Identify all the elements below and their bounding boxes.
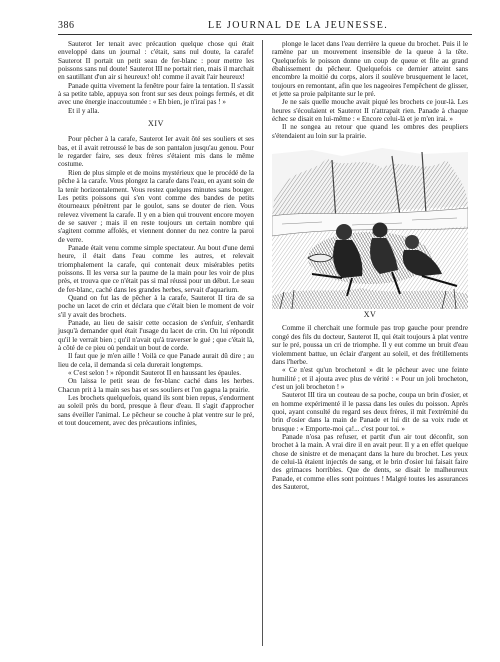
section-heading: XIV — [147, 119, 165, 129]
paragraph: Panade était venu comme simple spectateur. Au bout d'une demi heure, il était dans l'eau comme les autres, et relevait triomphalement la carafe, qui contenait deux misérables petits poissons. Il les versa sur la paume de la main pour les voir de plus près, et trouva que ce n'était pas si mal réussi pour un début. Le seau de fer-blanc, caché dans les grandes herbes, servait d'aquarium. — [58, 243, 254, 294]
page-header — [58, 20, 472, 35]
paragraph: Il ne songea au retour que quand les ombres des peupliers s'étendaient au loin sur la prairie. — [272, 123, 468, 140]
paragraph: Rien de plus simple et de moins mystérieux que le procédé de la pêche à la carafe. Vous plongez la carafe dans l'eau, en ayant soin de la tenir horizontalement. Vous restez quelques minutes sans bouger. Les petits poissons qui s'en vont comme des bandes de petits étourneaux pénètrent par le goulot, sans se douter de rien. Vous relevez vivement la carafe. Il y en a bien qui trouvent encore moyen de se sauver ; mais il en reste toujours un certain nombre qui s'agitent comme affolés, et viennent donner du nez contre la paroi de verre. — [58, 168, 254, 244]
left-column — [58, 40, 254, 427]
paragraph: « C'est selon ! » répondit Sauterot II en haussant les épaules. — [68, 369, 242, 378]
paragraph: Sauterot Ier tenait avec précaution quelque chose qui était enveloppé dans un journal : c'était, sans nul doute, la carafe! Sauterot II portait un petit seau de fer-blanc : pour mettre les poissons sans nul doute! Sauterot III ne portait rien, mais il marchait en sautillant d'un air si heureux! oh! comme il avait l'air heureux! — [58, 40, 254, 82]
paragraph: Comme il cherchait une formule pas trop gauche pour prendre congé des fils du docteur, Sauterot II, qui était toujours à plat ventre sur le pré, poussa un cri de triomphe. Il y eut comme un bruit d'eau violemment battue, un éclair d'argent au soleil, et des frétillements dans l'herbe. — [272, 324, 468, 366]
column-divider — [262, 40, 263, 646]
paragraph: Et il y alla. — [68, 106, 100, 115]
paragraph: « Ce n'est qu'un brochetonl » dit le pêcheur avec une feinte humilité ; et il ajouta avec plus de vérité : « Pour un joli brocheton, c'est un joli brocheton ! » — [272, 366, 468, 391]
page-number: 386 — [58, 20, 75, 31]
paragraph: plonge le lacet dans l'eau derrière la queue du brochet. Puis il le ramène par un mouvement insensible de la queue à la tête. Quelquefois le poisson donne un coup de queue et file au grand ébahissement du pêcheur. Quelquefois ce dernier atteint sans encombre la moitié du corps, alors il soulève brusquement le lacet, toujours en remontant, afin que les nageoires l'empêchent de glisser, et jette sa proie palpitante sur le pré. — [272, 40, 468, 99]
paragraph: Les brochets quelquefois, quand ils sont bien repus, s'endorment au soleil près du bord, presque à fleur d'eau. Il s'agit d'approcher sans éveiller l'animal. Le pêcheur se couche à plat ventre sur le pré, et tout doucement, avec des précautions infinies, — [58, 394, 254, 428]
engraving-svg — [272, 146, 468, 309]
illustration-label: XV — [363, 310, 377, 320]
paragraph: Quand on fut las de pêcher à la carafe, Sauterot II tira de sa poche un lacet de crin et déclara que c'était bien le moment de voir s'il y avait des brochets. — [58, 293, 254, 319]
running-title: LE JOURNAL DE LA JEUNESSE. — [208, 20, 389, 31]
paragraph: Je ne sais quelle mouche avait piqué les brochets ce jour-là. Les heures s'écoulaient et Sauterot II n'attrapait rien. Panade à chaque échec se disait en lui-même : « Encore celui-là et je m'en irai. » — [272, 98, 468, 124]
right-column — [272, 40, 468, 491]
paragraph: Sauterot III tira un couteau de sa poche, coupa un brin d'osier, et en homme expérimenté il le passa dans les ouïes du poisson. Après quoi, ayant consulté du regard ses deux frères, il mit l'extrémité du brin d'osier dans la main de Panade et lui dit de sa voix rude et brusque : « Emporte-moi ça!... c'est pour toi. » — [272, 391, 468, 433]
paragraph: Panade, au lieu de saisir cette occasion de s'enfuir, s'enhardit jusqu'à demander quel était l'usage du lacet de crin. On lui répondit qu'il le verrait bien ; qu'il n'avait qu'à traverser le gué ; que c'était là, à côté de ce pieu où pendait un bout de corde. — [58, 319, 254, 353]
paragraph: Panade quitta vivement la fenêtre pour faire la tentation. Il s'assit à sa petite table, appuya son front sur ses deux poings fermés, et dit avec une énergie inaccoutumée : « Eh bien, je n'irai pas ! » — [58, 81, 254, 107]
paragraph: Panade n'osa pas refuser, et partit d'un air tout déconfit, son brochet à la main. A vrai dire il en avait peur. Il y a en effet quelque chose de sinistre et de menaçant dans la hure du brochet. Les yeux de celui-là étaient injectés de sang, et le brin d'osier lui faisait faire des grimaces horribles. Que de dents, se disait le malheureux Panade, et comme elles sont pointues ! Malgré toutes les assurances des Sauterot, — [272, 432, 468, 491]
paragraph: Il faut que je m'en aille ! Voilà ce que Panade aurait dû dire ; au lieu de cela, il demanda si cela durerait longtemps. — [58, 352, 254, 369]
engraving-illustration — [272, 146, 468, 309]
paragraph: Pour pêcher à la carafe, Sauterot Ier avait ôté ses souliers et ses bas, et il avait retroussé le bas de son pantalon jusqu'au genou. Pour le regarder faire, ses deux frères s'étaient mis dans le même costume. — [58, 135, 254, 169]
paragraph: On laissa le petit seau de fer-blanc caché dans les herbes. Chacun prit à la main ses bas et ses souliers et l'on gagna la prairie. — [58, 377, 254, 394]
